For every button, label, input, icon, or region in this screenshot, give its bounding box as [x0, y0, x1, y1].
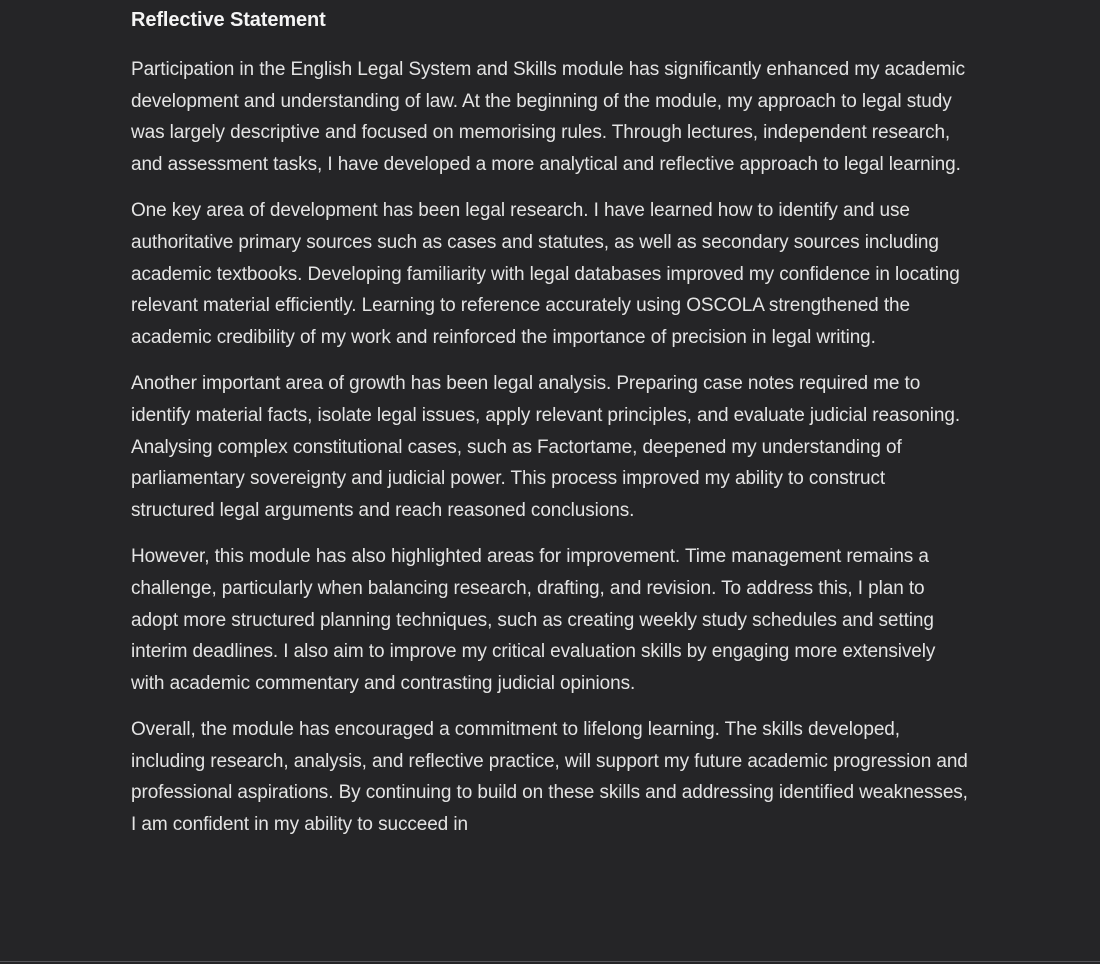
paragraph: Overall, the module has encouraged a commitment to lifelong learning. The skills developed, including research, analysis, and reflective practice, will support my future academic progression and professional aspirations. By continuing to build on these skills and addressing identified weaknesses, I am confident in my ability to succeed in: [131, 719, 968, 836]
bottom-divider: [0, 961, 1100, 962]
paragraph: One key area of development has been legal research. I have learned how to identify and use authoritative primary sources such as cases and statutes, as well as secondary sources including academic textbooks. Developing familiarity with legal databases improved my confidence in locating relevant material efficiently. Learning to reference accurately using OSCOLA strengthened the academic credibility of my work and reinforced the importance of precision in legal writing.: [131, 200, 960, 348]
document-content: [131, 0, 971, 841]
document-title: Reflective Statement: [131, 9, 326, 31]
paragraph: Participation in the English Legal System and Skills module has significantly enhanced my academic development and understanding of law. At the beginning of the module, my approach to legal study was largely descriptive and focused on memorising rules. Through lectures, independent research, and assessment tasks, I have developed a more analytical and reflective approach to legal learning.: [131, 59, 966, 175]
document-body: [131, 54, 971, 841]
paragraph: Another important area of growth has been legal analysis. Preparing case notes required me to identify material facts, isolate legal issues, apply relevant principles, and evaluate judicial reasoning. Analysing complex constitutional cases, such as Factortame, deepened my understanding of parliamentary sovereignty and judicial power. This process improved my ability to construct structured legal arguments and reach reasoned conclusions.: [131, 373, 961, 521]
paragraph: However, this module has also highlighted areas for improvement. Time management remains a challenge, particularly when balancing research, drafting, and revision. To address this, I plan to adopt more structured planning techniques, such as creating weekly study schedules and setting interim deadlines. I also aim to improve my critical evaluation skills by engaging more extensively with academic commentary and contrasting judicial opinions.: [131, 546, 936, 694]
